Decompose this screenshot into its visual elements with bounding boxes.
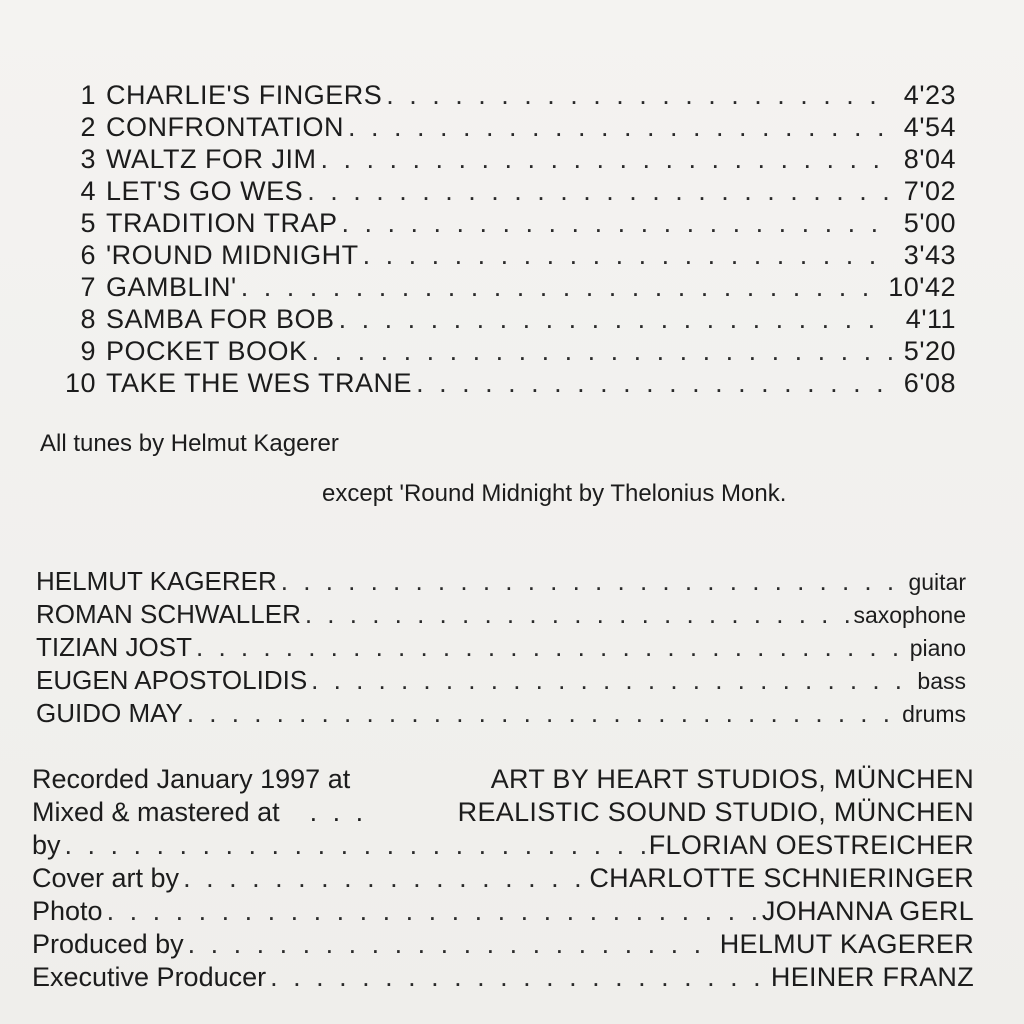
composer-exception-note: except 'Round Midnight by Thelonius Monk. bbox=[322, 480, 787, 507]
track-row bbox=[48, 336, 956, 368]
track-number: 6 bbox=[80, 240, 96, 270]
track-duration: 10'42 bbox=[888, 272, 956, 302]
track-number: 7 bbox=[80, 272, 96, 302]
credit-value: JOHANNA GERL bbox=[761, 896, 974, 926]
dot-leader bbox=[196, 632, 906, 663]
dot-leader-short: . . . bbox=[309, 797, 368, 827]
musician-instrument: piano bbox=[909, 635, 966, 661]
track-title: CONFRONTATION bbox=[106, 112, 344, 142]
credit-label: Executive Producer bbox=[32, 962, 267, 992]
track-row bbox=[48, 144, 956, 176]
track-number: 2 bbox=[80, 112, 96, 142]
dot-leader bbox=[281, 566, 905, 597]
dot-leader bbox=[320, 144, 892, 175]
track-title: POCKET BOOK bbox=[106, 336, 308, 366]
credit-label: Mixed & mastered at bbox=[32, 797, 280, 827]
musician-instrument: guitar bbox=[908, 569, 966, 595]
track-number: 3 bbox=[80, 144, 96, 174]
musician-name: EUGEN APOSTOLIDIS bbox=[36, 665, 308, 695]
track-number: 8 bbox=[80, 304, 96, 334]
track-row bbox=[48, 80, 956, 112]
musician-row bbox=[36, 632, 966, 664]
track-duration: 5'00 bbox=[903, 208, 956, 238]
dot-leader bbox=[188, 929, 716, 960]
dot-leader bbox=[312, 336, 892, 367]
credit-value: FLORIAN OESTREICHER bbox=[648, 830, 974, 860]
musician-name: HELMUT KAGERER bbox=[36, 566, 277, 596]
track-row bbox=[48, 272, 956, 304]
musician-row bbox=[36, 566, 966, 598]
credit-label: by bbox=[32, 830, 61, 860]
credit-row bbox=[32, 797, 974, 829]
credit-row bbox=[32, 896, 974, 928]
credit-value: CHARLOTTE SCHNIERINGER bbox=[589, 863, 974, 893]
track-duration: 3'43 bbox=[903, 240, 956, 270]
composer-note: All tunes by Helmut Kagerer bbox=[40, 430, 339, 457]
track-title: LET'S GO WES bbox=[106, 176, 304, 206]
track-number: 9 bbox=[80, 336, 96, 366]
track-duration: 6'08 bbox=[903, 368, 956, 398]
track-number: 4 bbox=[80, 176, 96, 206]
credit-value: HEINER FRANZ bbox=[770, 962, 974, 992]
credit-value: HELMUT KAGERER bbox=[719, 929, 974, 959]
track-duration: 4'11 bbox=[905, 304, 956, 334]
musician-name: GUIDO MAY bbox=[36, 698, 183, 728]
credit-row bbox=[32, 764, 974, 796]
credit-label: Recorded January 1997 at bbox=[32, 764, 351, 794]
musician-name: TIZIAN JOST bbox=[36, 632, 192, 662]
track-row bbox=[48, 304, 956, 336]
track-number: 5 bbox=[80, 208, 96, 238]
track-title: CHARLIE'S FINGERS bbox=[106, 80, 383, 110]
dot-leader bbox=[307, 176, 892, 207]
musician-row bbox=[36, 599, 966, 631]
musician-instrument: bass bbox=[917, 668, 966, 694]
credit-row bbox=[32, 962, 974, 994]
track-row bbox=[48, 176, 956, 208]
dot-leader bbox=[65, 830, 645, 861]
track-number: 1 bbox=[80, 80, 96, 110]
dot-leader bbox=[241, 272, 885, 303]
dot-leader bbox=[311, 665, 913, 696]
dot-leader bbox=[416, 368, 892, 399]
track-row bbox=[48, 208, 956, 240]
dot-leader bbox=[363, 240, 892, 271]
track-title: 'ROUND MIDNIGHT bbox=[106, 240, 359, 270]
track-title: GAMBLIN' bbox=[106, 272, 237, 302]
track-number: 10 bbox=[64, 368, 96, 398]
credit-row bbox=[32, 929, 974, 961]
track-title: WALTZ FOR JIM bbox=[106, 144, 317, 174]
dot-leader bbox=[305, 599, 850, 630]
credit-value: REALISTIC SOUND STUDIO, MÜNCHEN bbox=[457, 797, 974, 827]
track-title: TAKE THE WES TRANE bbox=[106, 368, 413, 398]
musician-instrument: saxophone bbox=[853, 602, 966, 628]
credit-row bbox=[32, 830, 974, 862]
musician-instrument: drums bbox=[902, 701, 966, 727]
track-duration: 7'02 bbox=[903, 176, 956, 206]
track-row bbox=[48, 112, 956, 144]
dot-leader bbox=[183, 863, 585, 894]
musician-row bbox=[36, 665, 966, 697]
dot-leader bbox=[342, 208, 892, 239]
dot-leader bbox=[386, 80, 892, 111]
track-duration: 8'04 bbox=[903, 144, 956, 174]
track-row bbox=[48, 240, 956, 272]
dot-leader bbox=[107, 896, 758, 927]
credit-label: Produced by bbox=[32, 929, 184, 959]
track-title: SAMBA FOR BOB bbox=[106, 304, 335, 334]
track-duration: 4'23 bbox=[903, 80, 956, 110]
dot-leader bbox=[348, 112, 892, 143]
dot-leader bbox=[270, 962, 767, 993]
musician-name: ROMAN SCHWALLER bbox=[36, 599, 301, 629]
track-duration: 5'20 bbox=[903, 336, 956, 366]
track-duration: 4'54 bbox=[903, 112, 956, 142]
musician-row bbox=[36, 698, 966, 730]
credit-row bbox=[32, 863, 974, 895]
track-row bbox=[48, 368, 956, 400]
credit-label: Photo bbox=[32, 896, 103, 926]
credit-label: Cover art by bbox=[32, 863, 180, 893]
dot-leader bbox=[339, 304, 892, 335]
track-title: TRADITION TRAP bbox=[106, 208, 338, 238]
dot-leader bbox=[187, 698, 898, 729]
credit-value: ART BY HEART STUDIOS, MÜNCHEN bbox=[490, 764, 974, 794]
